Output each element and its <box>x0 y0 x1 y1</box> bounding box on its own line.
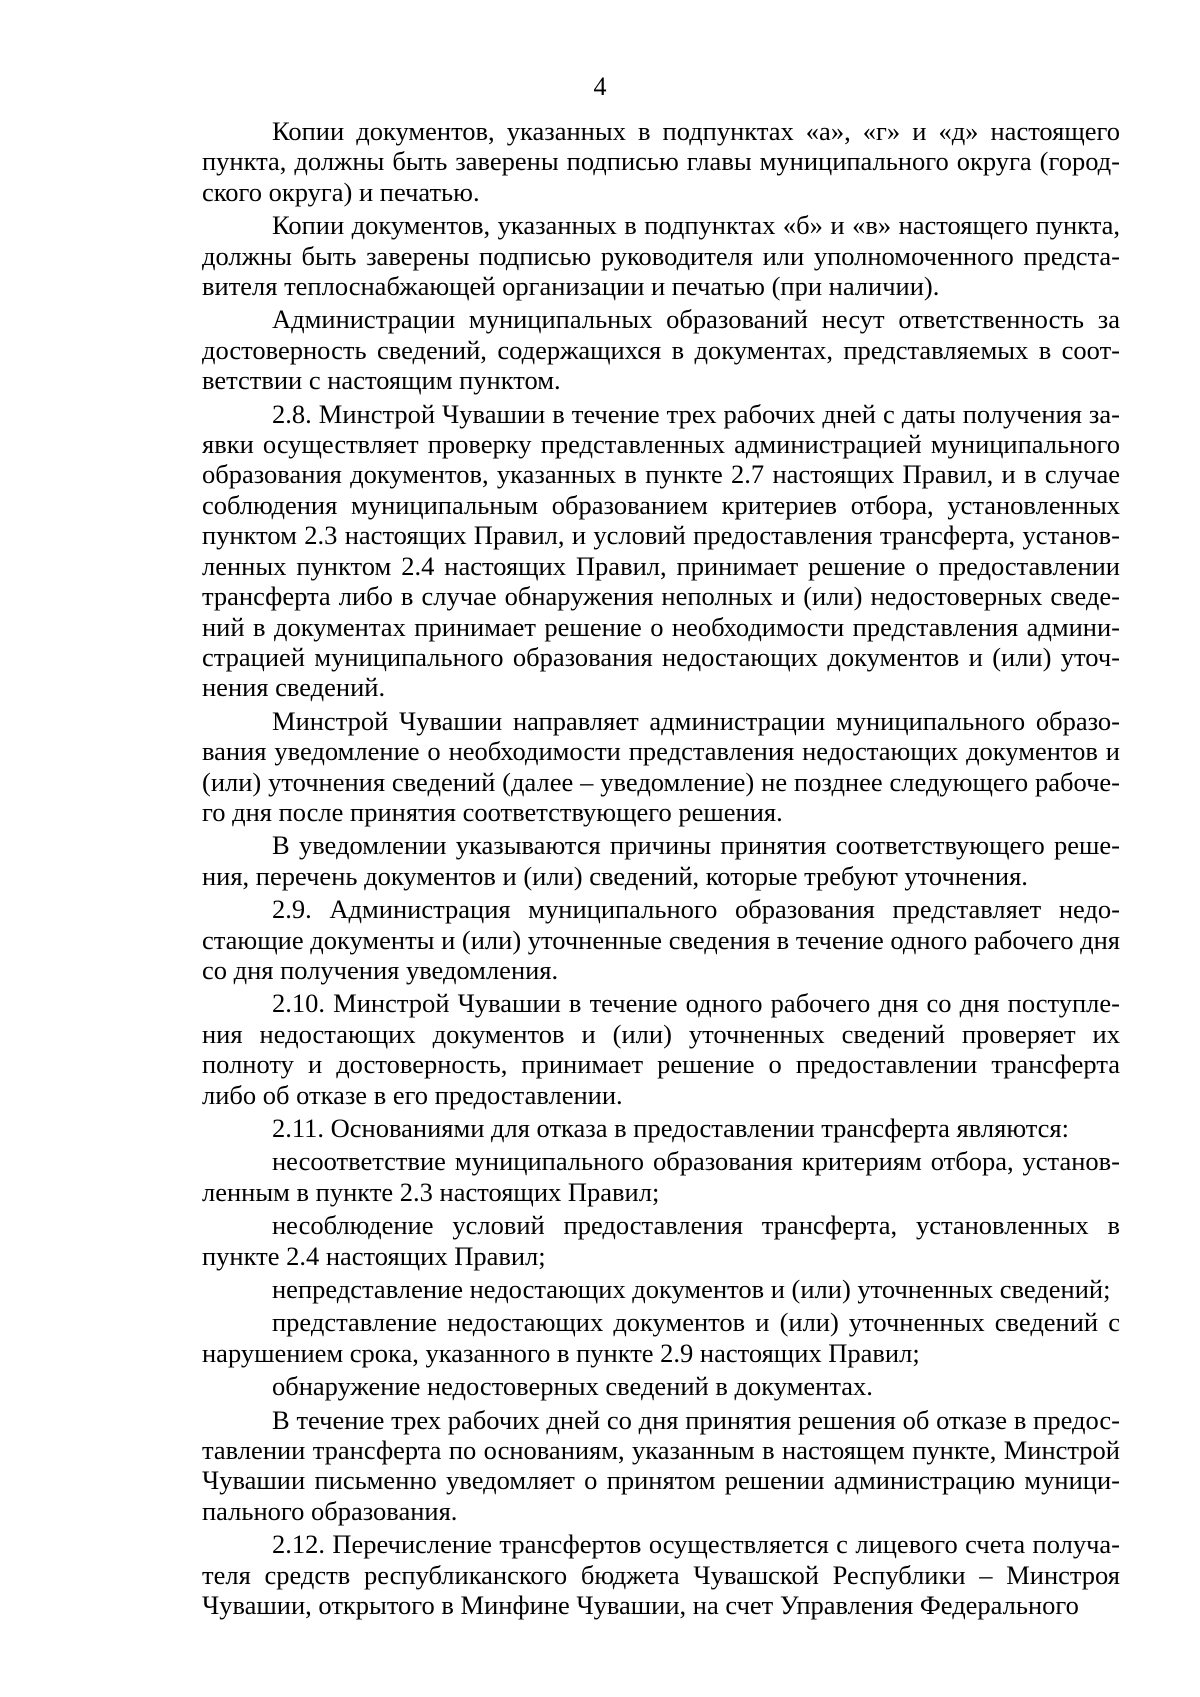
paragraph-refusal-notification: В течение трех рабочих дней со дня принятия решения об отказе в предоставлении трансферта по основаниям, указанным в настоящем пункте, Минстрой Чувашии письменно уведомляет о принятом решении администрацию муниципального образования. <box>202 1404 1120 1526</box>
paragraph-2-11: 2.11. Основаниями для отказа в предоставлении трансферта являются: <box>272 1113 1069 1143</box>
paragraph-2-10: 2.10. Минстрой Чувашии в течение одного рабочего дня со дня поступления недостающих документов и (или) уточненных сведений проверяет их полноту и достоверность, принимает решение о предоставлении трансферта либо об отказе в его предоставлении. <box>202 988 1120 1110</box>
paragraph-notification-sending: Минстрой Чувашии направляет администрации муниципального образования уведомление о необходимости представления недостающих документов и (или) уточнения сведений (далее – уведомление) не позднее следующего рабочего дня после принятия соответствующего решения. <box>202 705 1120 827</box>
paragraph-2-8: 2.8. Минстрой Чувашии в течение трех рабочих дней с даты получения заявки осуществляет проверку представленных администрацией муниципального образования документов, указанных в пункте 2.7 настоящих Правил, и в случае соблюдения муниципальным образованием критериев отбора, установленных пунктом 2.3 настоящих Правил, и условий предоставления трансферта, установленных пунктом 2.4 настоящих Правил, принимает решение о предоставлении трансферта либо в случае обнаружения неполных и (или) недостоверных сведений в документах принимает решение о необходимости представления администрацией муниципального образования недостающих документов и (или) уточнения сведений. <box>202 398 1120 703</box>
paragraph-copies-agd-certification: Копии документов, указанных в подпунктах «а», «г» и «д» настоящего пункта, должны быть заверены подписью главы муниципального округа (городского округа) и печатью. <box>202 116 1120 207</box>
list-item-conditions-noncompliance: несоблюдение условий предоставления трансферта, установленных в пункте 2.4 настоящих Правил; <box>202 1210 1120 1271</box>
page-number: 4 <box>593 72 607 101</box>
document-body <box>202 116 1120 1621</box>
list-item-documents-not-provided: непредставление недостающих документов и (или) уточненных сведений; <box>272 1274 1111 1305</box>
list-item-criteria-mismatch: несоответствие муниципального образования критериям отбора, установленным в пункте 2.3 настоящих Правил; <box>202 1146 1120 1207</box>
paragraph-2-12: 2.12. Перечисление трансфертов осуществляется с лицевого счета получателя средств республиканского бюджета Чувашской Республики – Минстроя Чувашии, открытого в Минфине Чувашии, на счет Управления Федерального <box>202 1529 1120 1621</box>
paragraph-notification-contents: В уведомлении указываются причины принятия соответствующего решения, перечень документов и (или) сведений, которые требуют уточнения. <box>202 830 1120 891</box>
paragraph-administrations-responsibility: Администрации муниципальных образований несут ответственность за достоверность сведений, содержащихся в документах, представляемых в соответствии с настоящим пунктом. <box>202 304 1120 396</box>
list-item-deadline-violation: представление недостающих документов и (или) уточненных сведений с нарушением срока, указанного в пункте 2.9 настоящих Правил; <box>202 1307 1120 1368</box>
list-item-false-information: обнаружение недостоверных сведений в документах. <box>272 1371 873 1402</box>
paragraph-copies-bv-certification: Копии документов, указанных в подпунктах «б» и «в» настоящего пункта, должны быть заверены подписью руководителя или уполномоченного представителя теплоснабжающей организации и печатью (при наличии). <box>202 210 1120 302</box>
paragraph-2-9: 2.9. Администрация муниципального образования представляет недостающие документы и (или) уточненные сведения в течение одного рабочего дня со дня получения уведомления. <box>202 894 1120 985</box>
